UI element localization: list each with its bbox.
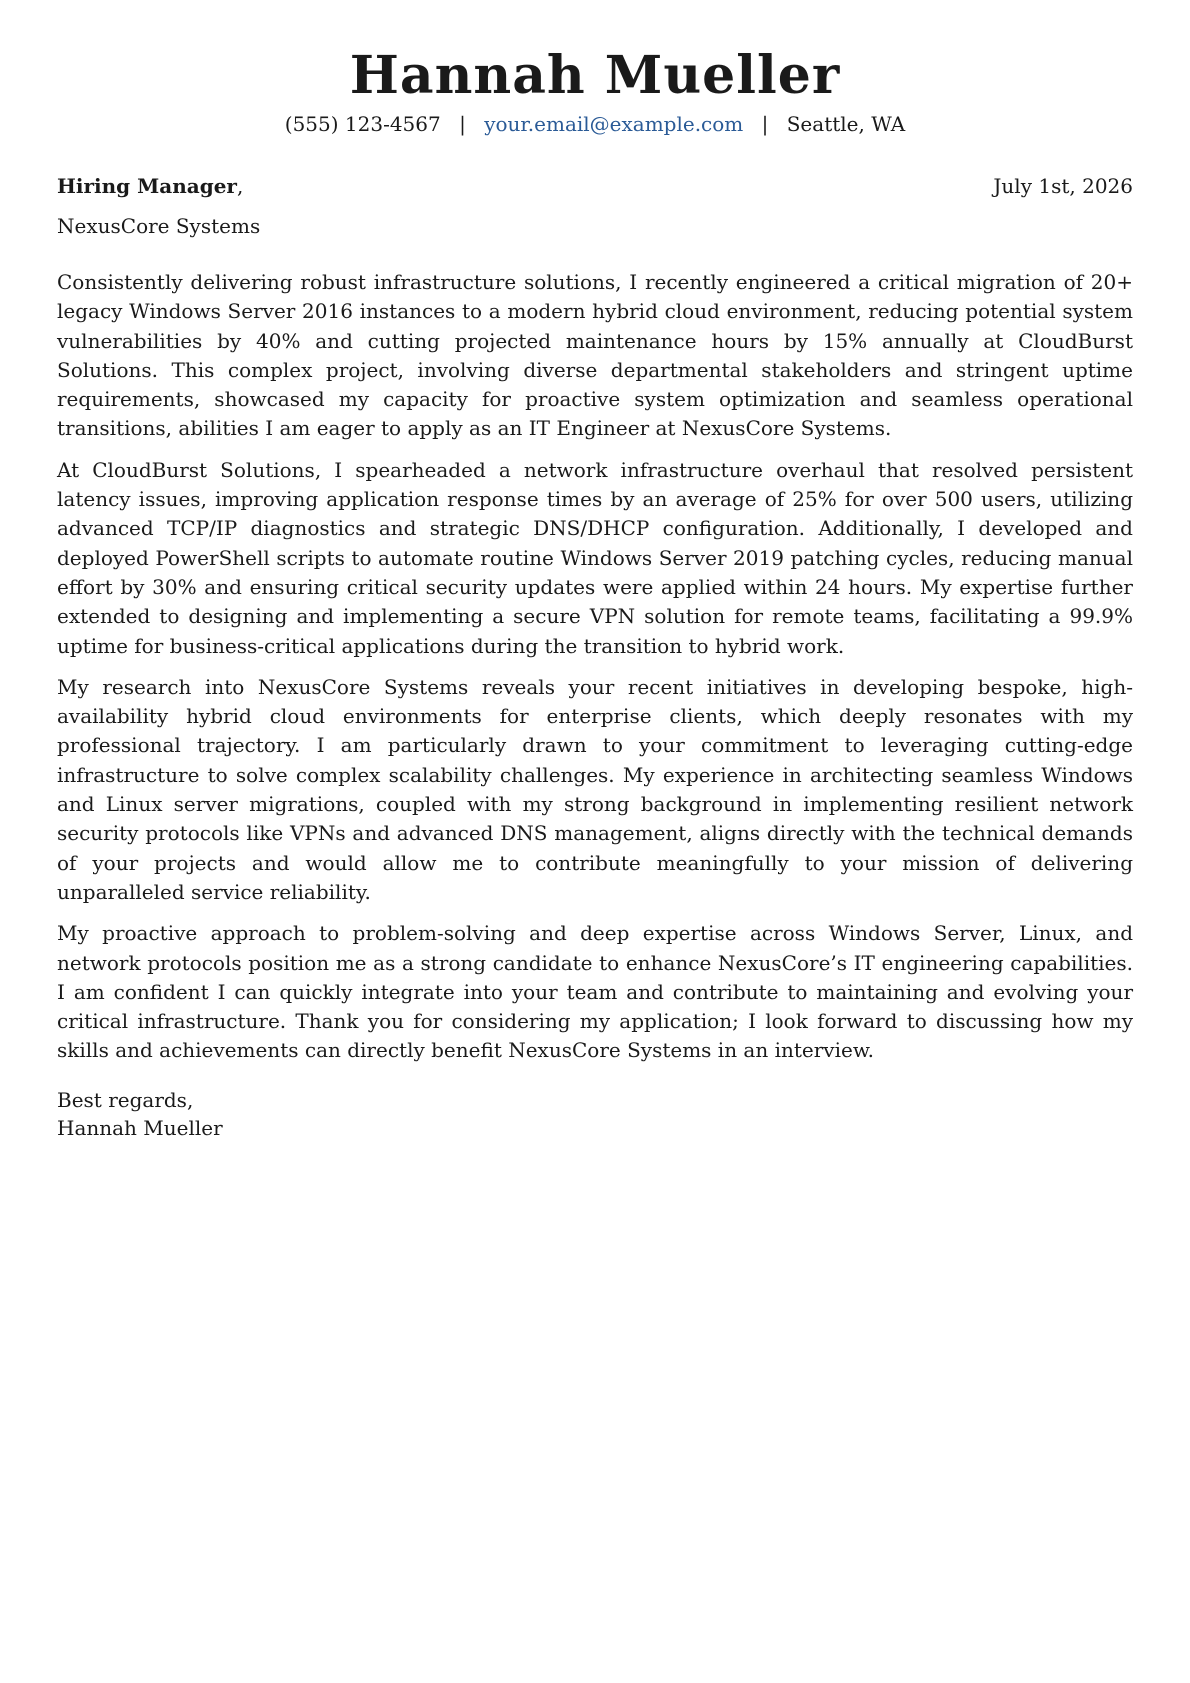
- location: Seattle, WA: [786, 112, 906, 136]
- email-link[interactable]: your.email@example.com: [484, 112, 744, 136]
- body-paragraph: Consistently delivering robust infrastructure solutions, I recently engineered a critical migration of 20+ legacy Windows Server 2016 instances to a modern hybrid cloud environment, reducing potential system vulnerabilities by 40% and cutting projected maintenance hours by 15% annually at CloudBurst Solutions. This complex project, involving diverse departmental stakeholders and stringent uptime requirements, showcased my capacity for proactive system optimization and seamless operational transitions, abilities I am eager to apply as an IT Engineer at NexusCore Systems.: [57, 270, 1133, 441]
- recipient-title: Hiring Manager: [57, 174, 237, 198]
- separator: |: [459, 112, 466, 136]
- recipient-greeting: [57, 172, 243, 200]
- body-paragraph: At CloudBurst Solutions, I spearheaded a network infrastructure overhaul that resolved persistent latency issues, improving application response times by an average of 25% for over 500 users, utilizing advanced TCP/IP diagnostics and strategic DNS/DHCP configuration. Additionally, I developed and deployed PowerShell scripts to automate routine Windows Server 2019 patching cycles, reducing manual effort by 30% and ensuring critical security updates were applied within 24 hours. My expertise further extended to designing and implementing a secure VPN solution for remote teams, facilitating a 99.9% uptime for business-critical applications during the transition to hybrid work.: [57, 457, 1133, 658]
- separator: |: [761, 112, 769, 136]
- contact-line: [57, 110, 1133, 138]
- letter-closing: [57, 1086, 1133, 1142]
- recipient-row: [57, 172, 1133, 200]
- body-paragraph: My proactive approach to problem-solving and deep expertise across Windows Server, Linux, and network protocols position me as a strong candidate to enhance NexusCore’s IT engineering capabilities. I am confident I can quickly integrate into your team and contribute to maintaining and evolving your critical infrastructure. Thank you for considering my application; I look forward to discussing how my skills and achievements can directly benefit NexusCore Systems in an interview.: [57, 921, 1133, 1063]
- phone-number: (555) 123-4567: [284, 112, 441, 136]
- recipient-company: NexusCore Systems: [57, 214, 261, 238]
- signature-name: Hannah Mueller: [57, 1115, 223, 1140]
- body-paragraph: My research into NexusCore Systems reveals your recent initiatives in developing bespoke, high-availability hybrid cloud environments for enterprise clients, which deeply resonates with my professional trajectory. I am particularly drawn to your commitment to leveraging cutting-edge infrastructure to solve complex scalability challenges. My experience in architecting seamless Windows and Linux server migrations, coupled with my strong background in implementing resilient network security protocols like VPNs and advanced DNS management, aligns directly with the technical demands of your projects and would allow me to contribute meaningfully to your mission of delivering unparalleled service reliability.: [57, 674, 1133, 904]
- recipient-title-suffix: ,: [236, 174, 244, 198]
- letter-date: July 1st, 2026: [993, 174, 1133, 198]
- applicant-name: Hannah Mueller: [349, 45, 841, 106]
- closing-salutation: Best regards,: [57, 1087, 194, 1112]
- letter-body: [57, 268, 1133, 1066]
